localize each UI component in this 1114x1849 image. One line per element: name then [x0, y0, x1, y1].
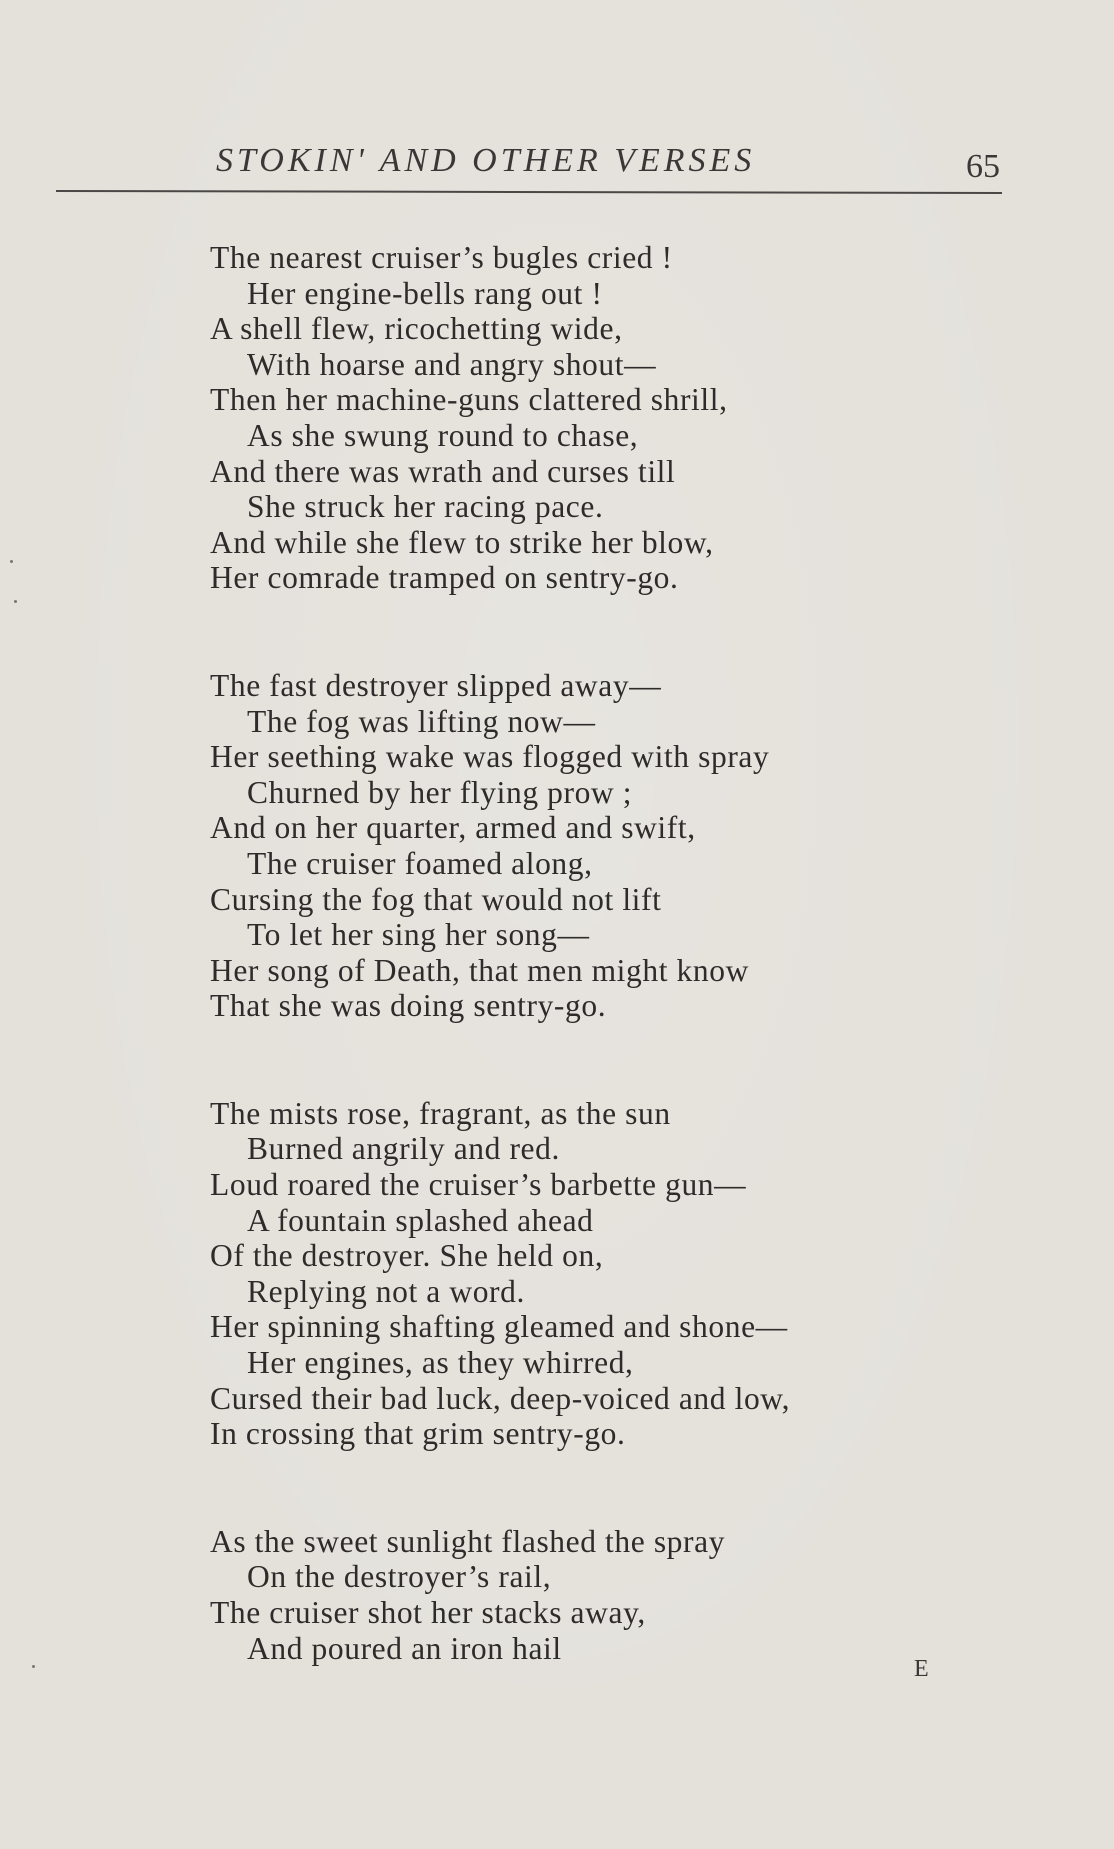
poem-line: Of the destroyer. She held on,	[210, 1238, 604, 1274]
poem-line: Burned angrily and red.	[247, 1131, 560, 1167]
poem-line: Replying not a word.	[247, 1273, 525, 1309]
poem-line: The fog was lifting now—	[247, 703, 596, 739]
poem-line: A shell flew, ricochetting wide,	[210, 311, 623, 347]
poem-line: In crossing that grim sentry-go.	[210, 1416, 626, 1452]
poem-line: Her seething wake was flogged with spray	[210, 739, 770, 775]
running-title: STOKIN' AND OTHER VERSES	[216, 142, 756, 179]
signature-mark: E	[914, 1656, 929, 1682]
stanza-3	[210, 1096, 970, 1452]
poem-line: As she swung round to chase,	[247, 417, 639, 453]
poem-line: Her song of Death, that men might know	[210, 952, 749, 988]
poem-line: Cursed their bad luck, deep-voiced and low,	[210, 1380, 791, 1416]
stanza-2	[210, 668, 970, 1024]
stanza-1	[210, 240, 970, 596]
poem-line: Churned by her flying prow ;	[247, 774, 633, 810]
poem-line: Then her machine-guns clattered shrill,	[210, 382, 728, 418]
poem-line: The cruiser shot her stacks away,	[210, 1595, 646, 1630]
header-rule	[56, 190, 1002, 194]
poem	[210, 240, 970, 1666]
paper-speck	[32, 1665, 35, 1668]
poem-line: With hoarse and angry shout—	[247, 346, 657, 382]
paper-speck	[10, 560, 13, 563]
poem-line: To let her sing her song—	[247, 917, 590, 953]
poem-line: That she was doing sentry-go.	[210, 988, 607, 1024]
poem-line: And there was wrath and curses till	[210, 453, 676, 489]
page-number: 65	[966, 148, 1000, 185]
poem-line: On the destroyer’s rail,	[247, 1559, 552, 1595]
paper-speck	[14, 600, 17, 603]
poem-line: The nearest cruiser’s bugles cried !	[210, 240, 673, 275]
poem-line: The fast destroyer slipped away—	[210, 667, 662, 703]
poem-line: The cruiser foamed along,	[247, 845, 593, 881]
stanza-4	[210, 1524, 970, 1666]
poem-line: Loud roared the cruiser’s barbette gun—	[210, 1167, 747, 1203]
poem-line: And poured an iron hail	[247, 1630, 562, 1666]
poem-line: Her comrade tramped on sentry-go.	[210, 560, 679, 596]
poem-line: Cursing the fog that would not lift	[210, 881, 662, 917]
poem-line: And while she flew to strike her blow,	[210, 524, 714, 560]
poem-line: A fountain splashed ahead	[247, 1202, 594, 1238]
poem-line: Her spinning shafting gleamed and shone—	[210, 1309, 788, 1345]
poem-line: Her engines, as they whirred,	[247, 1345, 634, 1381]
poem-line: As the sweet sunlight flashed the spray	[210, 1523, 726, 1559]
poem-line: And on her quarter, armed and swift,	[210, 810, 696, 846]
poem-line: The mists rose, fragrant, as the sun	[210, 1095, 671, 1131]
poem-line: Her engine-bells rang out !	[247, 275, 603, 311]
poem-line: She struck her racing pace.	[247, 489, 604, 525]
